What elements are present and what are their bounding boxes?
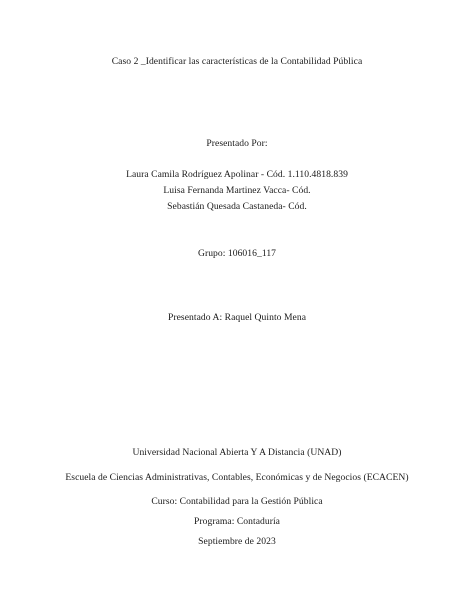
author-1: Laura Camila Rodríguez Apolinar - Cód. 1.110.4818.839 (126, 169, 348, 180)
author-3: Sebastián Quesada Castaneda- Cód. (167, 201, 307, 212)
document-date: Septiembre de 2023 (198, 536, 276, 547)
program-name: Programa: Contaduría (194, 516, 280, 527)
school-name: Escuela de Ciencias Administrativas, Contables, Económicas y de Negocios (ECACEN) (65, 472, 409, 483)
course-name: Curso: Contabilidad para la Gestión Pública (151, 496, 323, 507)
document-title: Caso 2 _Identificar las características de la Contabilidad Pública (111, 56, 363, 67)
presented-to: Presentado A: Raquel Quinto Mena (167, 312, 307, 323)
presented-by-label: Presentado Por: (206, 138, 268, 149)
author-2: Luisa Fernanda Martinez Vacca- Cód. (163, 185, 311, 196)
university-name: Universidad Nacional Abierta Y A Distancia (UNAD) (132, 447, 342, 458)
group-number: Grupo: 106016_117 (197, 248, 277, 259)
